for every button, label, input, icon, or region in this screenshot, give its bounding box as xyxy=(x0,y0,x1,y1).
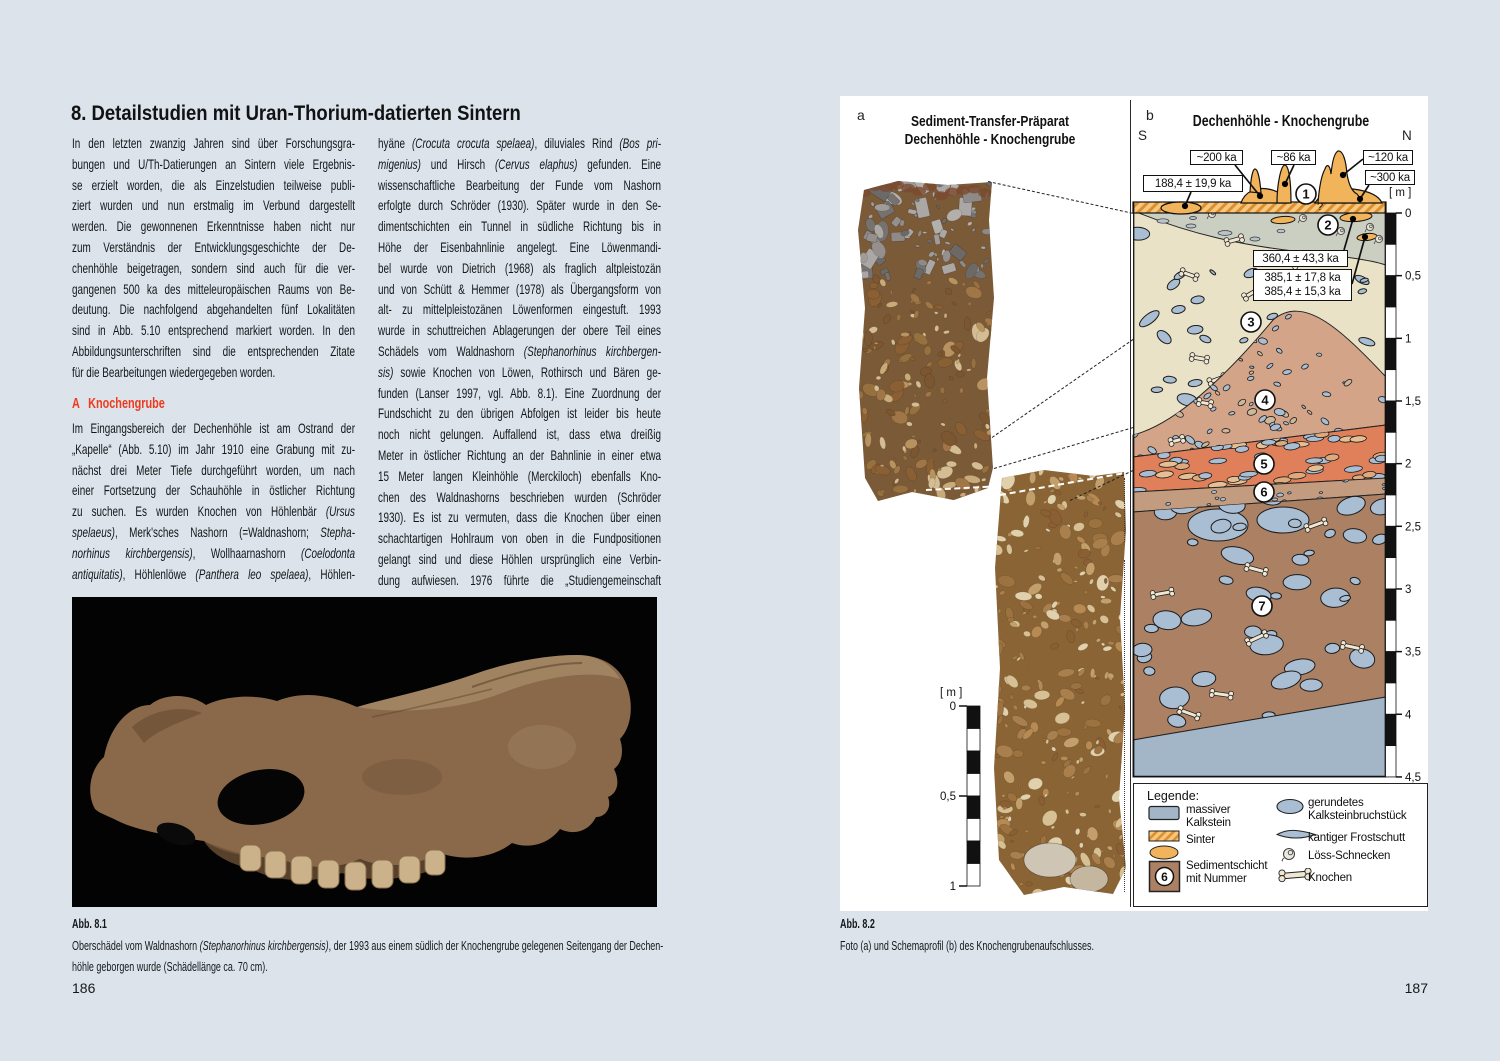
text-line: ziert wurden und nun erstmalig im Verbund dargestellt xyxy=(72,197,355,214)
text-line: schachtartigen Hohlraum von oben in die Fundpositionen xyxy=(378,530,661,547)
text-line: gangenen 500 ka des mitteleuropäischen Raums von Be- xyxy=(72,280,355,297)
date-label-d188: 188,4 ± 19,9 ka xyxy=(1143,175,1243,192)
panel-a-scale-bar xyxy=(930,684,1000,899)
text-line: chenhöhle beigetragen, sondern sind auch für die ver- xyxy=(72,259,355,276)
layer-number-4 xyxy=(1255,390,1275,410)
text-line: antiquitatis), Höhlenlöwe (Panthera leo spelaea), Höhlen- xyxy=(72,565,356,582)
figure-8-2-caption xyxy=(840,913,1428,956)
text-column-1-paragraph-2 xyxy=(72,418,355,584)
layer-number-6 xyxy=(1254,482,1274,502)
svg-text:4: 4 xyxy=(1405,709,1412,722)
section-label: Knochengrube xyxy=(88,396,165,412)
svg-text:0,5: 0,5 xyxy=(940,791,956,803)
layer-number-7 xyxy=(1252,596,1272,616)
text-line: bel wurde von Dietrich (1968) als fraglich altpleistozän xyxy=(378,259,661,276)
text-line: norhinus kirchbergensis), Wollhaarnashorn (Coelodonta xyxy=(72,544,355,561)
svg-text:3,5: 3,5 xyxy=(1405,646,1421,659)
text-line: für die Bearbeitungen wiedergegeben worden. xyxy=(72,363,276,380)
text-line: 15 Meter langen Kleinhöhle (Merckiloch) ebenfalls Kno- xyxy=(378,467,661,484)
sediment-core-photo-upper xyxy=(856,178,996,504)
text-line: zu suchen. Es wurden Knochen von Höhlenbär (Ursus xyxy=(72,503,355,520)
svg-text:[ m ]: [ m ] xyxy=(940,687,963,699)
svg-text:6: 6 xyxy=(1260,484,1268,500)
text-line: hyäne (Crocuta crocuta spelaea), diluviales Rind (Bos pri- xyxy=(378,135,661,151)
layer-number-2 xyxy=(1318,215,1338,235)
figure-8-2-label: Abb. 8.2 xyxy=(840,916,875,931)
strat-profile xyxy=(1133,136,1428,784)
figure-8-2-caption-text: Foto (a) und Schemaprofil (b) des Knochengrubenaufschlusses. xyxy=(840,937,1094,953)
text-line: sind in Abb. 5.10 entsprechend markiert worden. In den xyxy=(72,322,355,339)
svg-text:0,5: 0,5 xyxy=(1405,270,1421,283)
text-column-2 xyxy=(378,133,661,591)
svg-text:0: 0 xyxy=(1405,208,1412,220)
panel-a-title-line-2: Dechenhöhle - Knochengrube xyxy=(904,131,1076,148)
text-column-1-paragraph-1 xyxy=(72,133,355,383)
text-line: Im Eingangsbereich der Dechenhöhle ist am Ostrand der xyxy=(72,420,355,436)
legend-label: Löss-Schnecken xyxy=(1308,850,1391,862)
svg-text:4: 4 xyxy=(1261,392,1269,408)
figure-8-1-photo xyxy=(72,597,657,907)
legend-label: massiver Kalkstein xyxy=(1186,804,1231,829)
rhino-skull-illustration xyxy=(72,597,657,907)
svg-text:3: 3 xyxy=(1405,583,1412,596)
svg-text:1: 1 xyxy=(1302,186,1310,202)
text-line: wurde in schuttreichen Ablagerungen der obere Teil eines xyxy=(378,322,661,339)
legend-label: Sinter xyxy=(1186,834,1215,846)
text-line: chen des Waldnashorns beschrieben wurden (Schröder xyxy=(378,488,661,505)
north-label: N xyxy=(1402,128,1412,143)
svg-text:2,5: 2,5 xyxy=(1405,521,1421,534)
south-label: S xyxy=(1138,128,1148,143)
legend-label: Sedimentschicht mit Nummer xyxy=(1186,860,1268,885)
legend-label: Knochen xyxy=(1308,872,1352,884)
text-line: bungen und U/Th-Datierungen an Sintern viele Ergebnis- xyxy=(72,155,355,172)
figure-8-2 xyxy=(840,96,1428,911)
svg-text:?: ? xyxy=(1317,201,1324,213)
text-line: erfolgte durch Schröder (1930). Später wurde in den Se- xyxy=(378,197,661,214)
figure-8-1-caption xyxy=(72,913,664,978)
legend-label: gerundetes Kalksteinbruchstück xyxy=(1308,797,1407,822)
date-label-d86: ~86 ka xyxy=(1271,150,1316,165)
page-number-left: 186 xyxy=(72,980,96,996)
text-line: „Kapelle“ (Abb. 5.10) im Jahr 1910 eine Grabung mit zu- xyxy=(72,440,355,457)
panel-b-tag: b xyxy=(1146,107,1154,123)
legend xyxy=(1133,783,1428,907)
text-line: wissenschaftliche Bearbeitung der Funde vom Nashorn xyxy=(378,176,661,193)
svg-text:2: 2 xyxy=(1405,458,1412,471)
text-line: gelangt sind und diese Höhlen ursprünglich eine Verbin- xyxy=(378,550,661,567)
section-heading-knochengrube xyxy=(72,396,165,412)
svg-text:7: 7 xyxy=(1258,598,1266,614)
svg-text:3: 3 xyxy=(1247,314,1255,330)
text-line: funden (Lanser 1997, vgl. Abb. 8.1). Eine Zuordnung der xyxy=(378,384,661,401)
core-extent-bracket xyxy=(1124,560,1125,892)
chapter-title: 8. Detailstudien mit Uran-Thorium-datierten Sintern xyxy=(71,102,521,126)
svg-text:4,5: 4,5 xyxy=(1405,771,1421,784)
figure-8-1-label: Abb. 8.1 xyxy=(72,916,107,931)
page-number-right: 187 xyxy=(1404,980,1428,996)
svg-text:2: 2 xyxy=(1324,217,1332,233)
svg-text:6: 6 xyxy=(1161,870,1168,884)
text-line: sis) sowie Knochen von Löwen, Rothirsch und Bären ge- xyxy=(378,363,661,380)
text-line: und von Schütt & Hemmer (1978) als Übergangsform von xyxy=(378,280,661,297)
panel-a-title-line-1: Sediment-Transfer-Präparat xyxy=(910,113,1070,130)
text-line: dung aufwiesen. 1976 führte die „Studiengemeinschaft xyxy=(378,571,661,588)
figure-8-1-caption-line-2: höhle geborgen wurde (Schädellänge ca. 70 cm). xyxy=(72,959,268,974)
text-line: noch nicht gelungen. Auffallend ist, dass etwa dreißig xyxy=(378,426,661,443)
panel-a-tag: a xyxy=(857,107,865,123)
date-label-d385: 385,1 ± 17,8 ka 385,4 ± 15,3 ka xyxy=(1253,269,1352,301)
svg-text:0: 0 xyxy=(949,701,956,713)
sediment-photo-svg xyxy=(856,178,996,504)
legend-sediment-layer-swatch-icon xyxy=(1148,860,1188,899)
text-line: Fundschicht zu den übrigen Abfolgen ist leider bis heute xyxy=(378,405,661,422)
section-letter: A xyxy=(72,396,80,412)
panel-a-title xyxy=(890,113,1090,149)
text-line: werden. Die gewonnenen Erkenntnisse haben nicht nur xyxy=(72,218,355,235)
date-label-d200: ~200 ka xyxy=(1190,150,1243,165)
core-extent-bracket xyxy=(1124,478,1125,542)
layer-number-3 xyxy=(1241,312,1261,332)
layer-number-1 xyxy=(1296,184,1316,204)
legend-title: Legende: xyxy=(1147,789,1200,803)
text-line: nächst drei Meter Tiefe durchgeführt worden, um nach xyxy=(72,461,355,478)
text-line: Schädels vom Waldnashorn (Stephanorhinus kirchbergen- xyxy=(378,342,661,359)
legend-label: kantiger Frostschutt xyxy=(1308,832,1405,844)
figure-8-1-caption-line-1: Oberschädel vom Waldnashorn (Stephanorhinus kirchbergensis), der 1993 aus einem südlich der Knochengrube gelegenen Seitengang der Dechen- xyxy=(72,937,664,953)
meter-scale-a xyxy=(930,684,1000,899)
svg-text:[ m ]: [ m ] xyxy=(1389,187,1412,199)
date-label-d360: 360,4 ± 43,3 ka xyxy=(1253,250,1348,267)
text-line: einer Fortsetzung der Schauhöhle in östlicher Richtung xyxy=(72,482,355,499)
svg-text:1,5: 1,5 xyxy=(1405,395,1421,408)
text-line: dimentschichten ein Tunnel in südliche Richtung bis in xyxy=(378,218,661,235)
svg-text:1: 1 xyxy=(1405,333,1412,346)
svg-text:1: 1 xyxy=(949,881,956,893)
sediment-core-photo-lower xyxy=(992,468,1128,898)
text-line: Abbildungsunterschriften sind die entsprechenden Zitate xyxy=(72,342,355,359)
layer-number-5 xyxy=(1254,454,1274,474)
text-line: se erzielt worden, die als Einzelstudien teilweise publi- xyxy=(72,176,355,193)
sediment-photo-svg xyxy=(992,468,1128,898)
text-line: 1930). Es ist zu vermuten, dass die Knochen über einen xyxy=(378,509,661,526)
text-line: migenius) und Hirsch (Cervus elaphus) gefunden. Eine xyxy=(378,155,661,172)
text-line: alt- zu mittelpleistozänen Löwenformen eingestuft. 1993 xyxy=(378,301,661,318)
text-line: spelaeus), Merk'sches Nashorn (=Waldnashorn; Stepha- xyxy=(72,523,355,540)
svg-text:5: 5 xyxy=(1260,456,1268,472)
text-line: deutung. Die nachfolgend abgehandelten fünf Lokalitäten xyxy=(72,301,355,318)
legend-massive-limestone-swatch-icon xyxy=(1148,804,1188,828)
text-line: Meter in östlicher Richtung an der Bahnlinie in einer etwa xyxy=(378,446,661,463)
text-line: Höhe der Eisenbahnlinie angelegt. Eine Löwenmandi- xyxy=(378,238,661,255)
panel-b-title: Dechenhöhle - Knochengrube xyxy=(1192,113,1370,130)
text-line: zum Verständnis der Entwicklungsgeschichte der De- xyxy=(72,238,355,255)
date-label-d120: ~120 ka xyxy=(1363,150,1413,165)
date-label-d300: ~300 ka xyxy=(1365,170,1415,185)
panel-divider xyxy=(1130,100,1131,907)
text-line: In den letzten zwanzig Jahren sind über Forschungsgra- xyxy=(72,135,355,151)
